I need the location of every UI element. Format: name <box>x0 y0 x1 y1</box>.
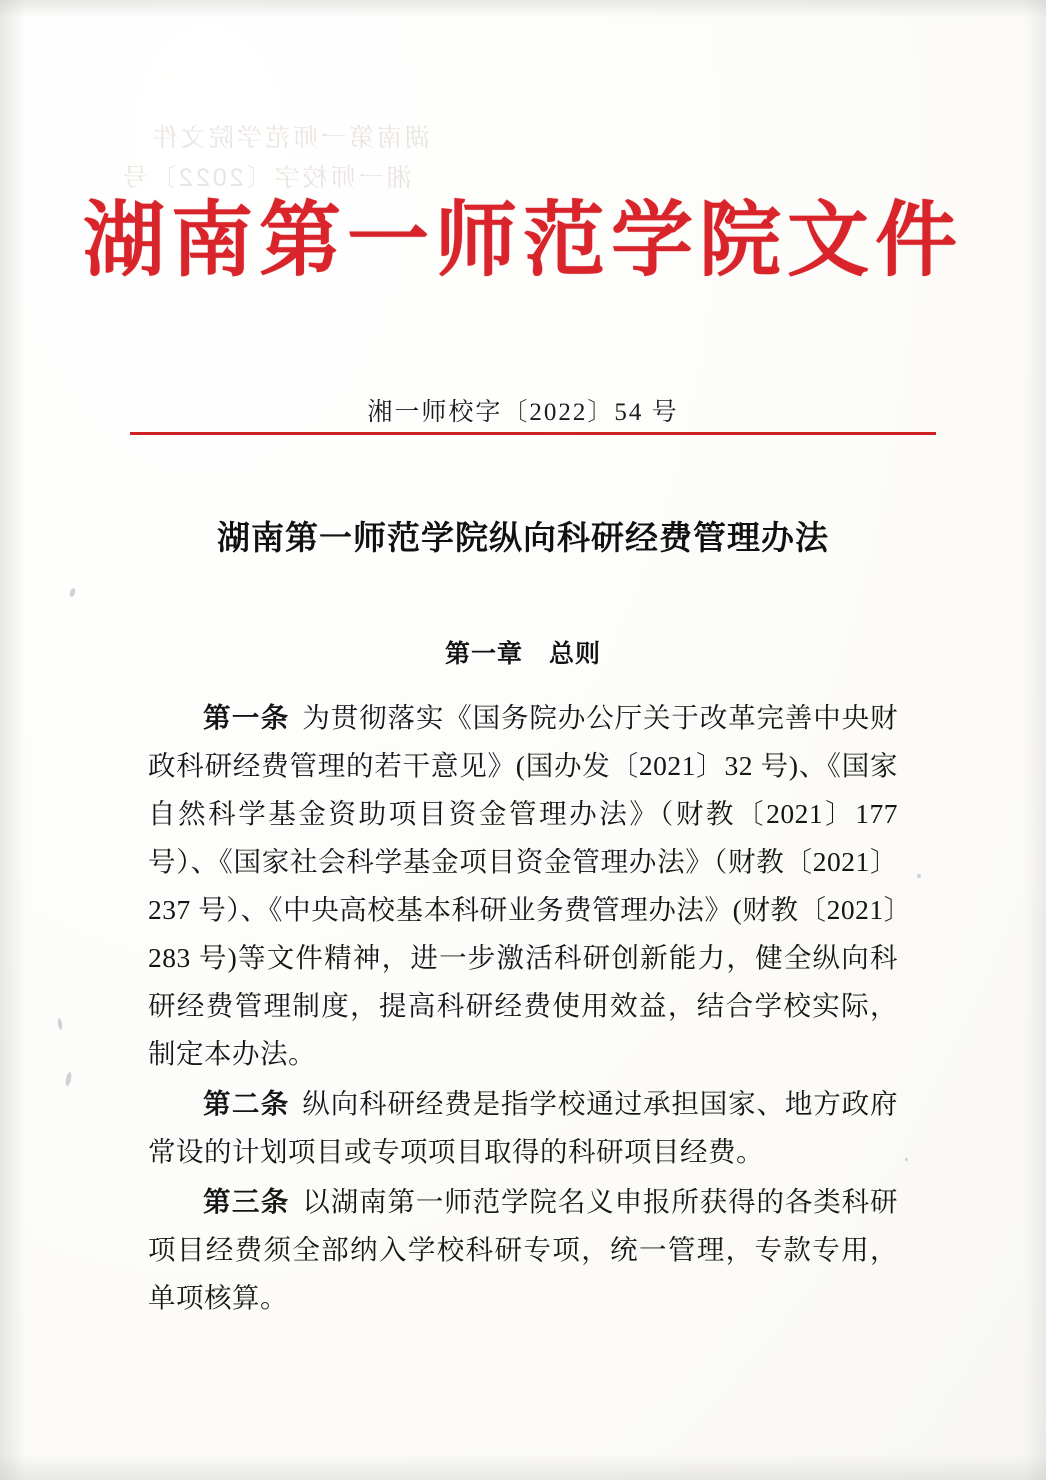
document-title: 湖南第一师范学院纵向科研经费管理办法 <box>217 521 829 557</box>
scan-edge-top <box>0 0 1046 18</box>
bleed-through-text-line-2: 湘一师校字〔2022〕号 <box>120 164 412 192</box>
scan-artifact-mark <box>65 1072 73 1087</box>
document-serial-number: 湘一师校字〔2022〕54 号 <box>367 399 679 426</box>
article-label-2: 第二条 <box>203 1088 290 1119</box>
article-label-3: 第三条 <box>203 1186 290 1217</box>
article-paragraph-3 <box>148 1178 898 1322</box>
article-text-2: 纵向科研经费是指学校通过承担国家、地方政府常设的计划项目或专项项目取得的科研项目经费。 <box>148 1088 898 1167</box>
article-paragraph-2 <box>148 1080 898 1176</box>
article-paragraph-1 <box>148 694 898 1078</box>
red-divider-rule <box>130 432 936 435</box>
scan-artifact-mark <box>917 874 921 878</box>
scan-artifact-mark <box>57 1018 63 1031</box>
article-label-1: 第一条 <box>203 702 290 733</box>
bleed-through-text-line-1: 湖南第一师范学院文件 <box>150 124 431 152</box>
article-text-3: 以湖南第一师范学院名义申报所获得的各类科研项目经费须全部纳入学校科研专项，统一管理，专款专用，单项核算。 <box>148 1186 898 1313</box>
masthead-title: 湖南第一师范学院文件 <box>82 195 963 286</box>
scan-edge-bottom <box>0 1454 1046 1480</box>
scan-artifact-mark <box>69 587 77 597</box>
scan-artifact-mark <box>905 1158 908 1161</box>
article-text-1: 为贯彻落实《国务院办公厅关于改革完善中央财政科研经费管理的若干意见》(国办发〔2021〕32 号)、《国家自然科学基金资助项目资金管理办法》（财教〔2021〕177 号）、《国家社会科学基金项目资金管理办法》（财教〔2021〕237 号）、《中央高校基本科研业务费管理办法》(财教〔2021〕283 号)等文件精神，进一步激活科研创新能力，健全纵向科研经费管理制度，提高科研经费使用效益，结合学校实际，制定本办法。 <box>148 702 898 1069</box>
document-body <box>148 694 898 1324</box>
chapter-heading: 第一章 总则 <box>444 640 601 668</box>
